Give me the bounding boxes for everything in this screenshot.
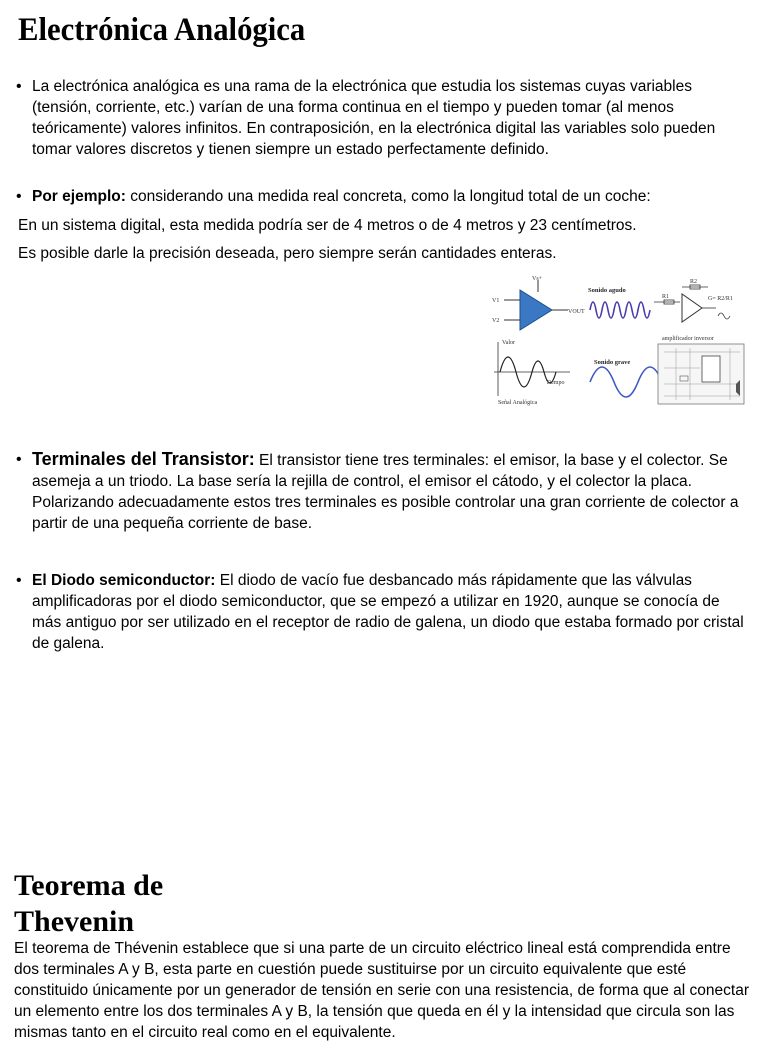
bullet-semiconductor-diode — [16, 570, 752, 654]
bullet-example — [16, 186, 752, 207]
analog-electronics-figure — [490, 272, 748, 408]
transistor-lead: Terminales del Transistor: — [32, 449, 255, 469]
bullet-marker: • — [16, 451, 22, 468]
high-pitch-wave — [588, 287, 650, 318]
circuit-board-drawing — [658, 344, 744, 404]
bullet-text — [32, 449, 752, 534]
bullet-transistor-terminals — [16, 449, 752, 534]
example-lead: Por ejemplo: — [32, 188, 126, 205]
figure-collage — [490, 272, 748, 408]
bullet-text: La electrónica analógica es una rama de la electrónica que estudia los sistemas cuyas variables (tensión, corriente, etc.) varían de una forma continua en el tiempo y pueden tomar (al menos teóricamente) valores infinitos. En contraposición, en la electrónica digital las variables solo pueden tomar valores discretos y tienen siempre un estado perfectamente definido. — [32, 78, 716, 158]
v2-label: V2 — [492, 318, 500, 324]
tiempo-label: Tiempo — [546, 380, 565, 386]
precision-line: Es posible darle la precisión deseada, pero siempre serán cantidades enteras. — [18, 245, 557, 262]
thevenin-title-line2: Thevenin — [14, 905, 135, 938]
diodo-lead: El Diodo semiconductor: — [32, 572, 216, 589]
example-text: considerando una medida real concreta, como la longitud total de un coche: — [125, 188, 651, 205]
page-title: Electrónica Analógica — [18, 12, 306, 48]
bullet-text — [32, 570, 752, 654]
valor-label: Valor — [502, 340, 515, 346]
vs-label: Vs+ — [532, 276, 543, 282]
thevenin-paragraph: El teorema de Thévenin establece que si una parte de un circuito eléctrico lineal está comprendida entre dos terminales A y B, esta parte en cuestión puede sustituirse por un circuito equivalente que esté constituido únicamente por un generador de tensión en serie con una resistencia, de forma que al conectar un elemento entre los dos terminales A y B, la tensión que queda en él y la intensidad que circula son las mismas tanto en el circuito real como en el equivalente. — [14, 940, 749, 1041]
amplificador-label: amplificador inversor — [662, 336, 714, 342]
bullet-analog-definition — [16, 76, 752, 160]
bullet-marker: • — [16, 78, 22, 95]
senal-label: Señal Analógica — [498, 400, 538, 406]
bullet-marker: • — [16, 572, 22, 589]
bullet-marker: • — [16, 188, 22, 205]
inverting-amplifier — [654, 279, 733, 342]
bullet-text — [32, 186, 752, 207]
analog-signal-graph — [494, 340, 570, 406]
r1-label: R1 — [662, 294, 670, 300]
digital-measure-line: En un sistema digital, esta medida podría ser de 4 metros o de 4 metros y 23 centímetros. — [18, 217, 637, 234]
diodo-text: El diodo de vacío fue desbancado más rápidamente que las válvulas amplificadoras por el diodo semiconductor, que se empezó a utilizar en 1920, aunque se conocía de más antiguo por ser utilizado en el receptor de radio de galena, un diodo que estaba formado por cristal de galena. — [32, 572, 744, 652]
thevenin-title — [14, 868, 163, 940]
gain-label: G= R2/R1 — [708, 296, 733, 302]
sonido-grave-label: Sonido grave — [594, 359, 631, 366]
low-pitch-wave — [590, 359, 662, 397]
r2-label: R2 — [690, 279, 698, 285]
thevenin-title-line1: Teorema de — [14, 869, 164, 902]
opamp-symbol — [492, 276, 585, 330]
transistor-text: El transistor tiene tres terminales: el emisor, la base y el colector. Se asemeja a un triodo. La base sería la rejilla de control, el emisor el cátodo, y el colector la placa. Polarizando adecuadamente estos tres terminales es posible controlar una gran corriente de colector a partir de una pequeña corriente de base. — [32, 452, 739, 532]
sonido-agudo-label: Sonido agudo — [588, 287, 626, 294]
v1-label: V1 — [492, 298, 500, 304]
vout-label: VOUT — [568, 309, 585, 315]
